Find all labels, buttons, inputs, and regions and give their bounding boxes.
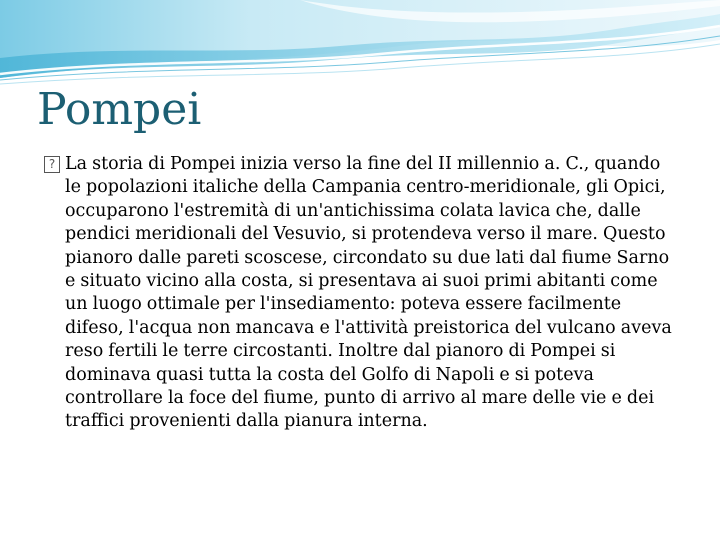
missing-glyph-bullet-icon: ? <box>44 156 60 173</box>
bullet-item <box>44 153 680 434</box>
body-paragraph: La storia di Pompei inizia verso la fine del II millennio a. C., quando le popolazioni italiche della Campania centro-meridionale, gli Opici, occuparono l'estremità di un'antichissima colata lavica che, dalle pendici meridionali del Vesuvio, si protendeva verso il mare. Questo pianoro dalle pareti scoscese, circondato su due lati dal fiume Sarno e situato vicino alla costa, si presentava ai suoi primi abitanti come un luogo ottimale per l'insediamento: poteva essere facilmente difeso, l'acqua non mancava e l'attività preistorica del vulcano aveva reso fertili le terre circostanti. Inoltre dal pianoro di Pompei si dominava quasi tutta la costa del Golfo di Napoli e si poteva controllare la foce del fiume, punto di arrivo al mare delle vie e dei traffici provenienti dalla pianura interna. <box>65 154 672 432</box>
slide-title: Pompei <box>37 84 202 135</box>
wave-banner <box>0 0 720 86</box>
